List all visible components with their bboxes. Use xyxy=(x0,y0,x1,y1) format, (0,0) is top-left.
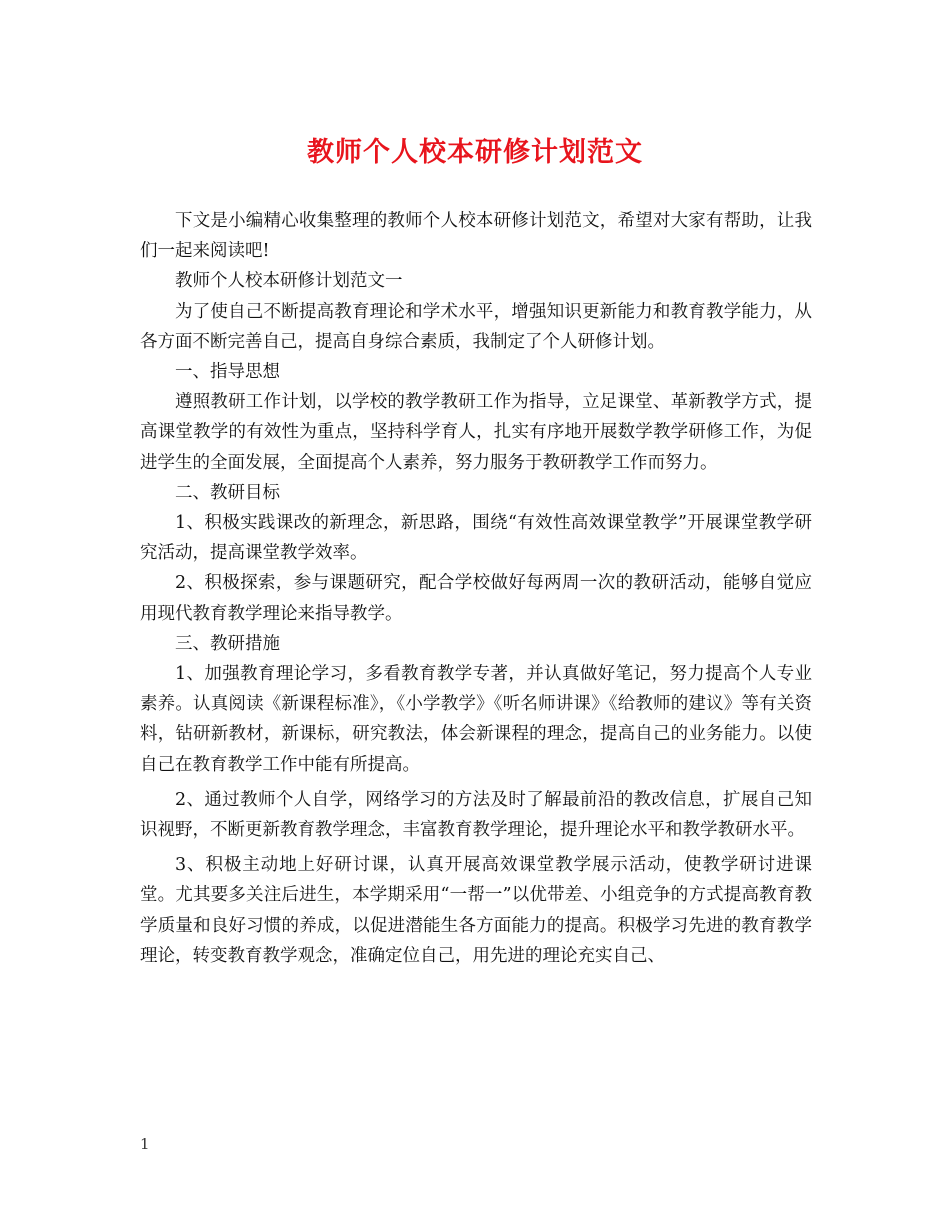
measure-item-2: 2、通过教师个人自学，网络学习的方法及时了解最前沿的教改信息，扩展自己知识视野，不断更新教育教学理念，丰富教育教学理论，提升理论水平和教学教研水平。 xyxy=(140,789,812,841)
intro-paragraph: 下文是小编精心收集整理的教师个人校本研修计划范文，希望对大家有帮助，让我们一起来阅读吧! xyxy=(140,211,812,262)
heading-guiding-thought: 一、指导思想 xyxy=(175,362,280,383)
goal-item-1: 1、积极实践课改的新理念，新思路，围绕“有效性高效课堂教学”开展课堂教学研究活动，提高课堂教学效率。 xyxy=(140,513,812,564)
document-body xyxy=(140,206,812,971)
goal-item-2: 2、积极探索，参与课题研究，配合学校做好每两周一次的教研活动，能够自觉应用现代教育教学理论来指导教学。 xyxy=(140,573,812,624)
purpose-paragraph: 为了使自己不断提高教育理论和学术水平，增强知识更新能力和教育教学能力，从各方面不断完善自己，提高自身综合素质，我制定了个人研修计划。 xyxy=(140,301,812,352)
guiding-thought-paragraph: 遵照教研工作计划，以学校的教学教研工作为指导，立足课堂、革新教学方式，提高课堂教学的有效性为重点，坚持科学育人，扎实有序地开展数学教学研修工作，为促进学生的全面发展，全面提高个人素养，努力服务于教研教学工作而努力。 xyxy=(140,392,812,473)
measure-item-3: 3、积极主动地上好研讨课，认真开展高效课堂教学展示活动，使教学研讨进课堂。尤其要多关注后进生，本学期采用“一帮一”以优带差、小组竞争的方式提高教育教学质量和良好习惯的养成，以促进潜能生各方面能力的提高。积极学习先进的教育教学理论，转变教育教学观念，准确定位自己，用先进的理论充实自己、 xyxy=(140,855,812,966)
measure-item-1: 1、加强教育理论学习，多看教育教学专著，并认真做好笔记，努力提高个人专业素养。认真阅读《新课程标准》，《小学教学》《听名师讲课》《给教师的建议》等有关资料，钻研新教材，新课标，研究教法，体会新课程的理念，提高自己的业务能力。以使自己在教育教学工作中能有所提高。 xyxy=(140,664,812,775)
section-subtitle: 教师个人校本研修计划范文一 xyxy=(175,271,403,292)
heading-research-measures: 三、教研措施 xyxy=(175,633,280,654)
page-number: 1 xyxy=(140,1135,150,1153)
heading-research-goals: 二、教研目标 xyxy=(175,482,280,503)
document-title: 教师个人校本研修计划范文 xyxy=(307,137,643,168)
